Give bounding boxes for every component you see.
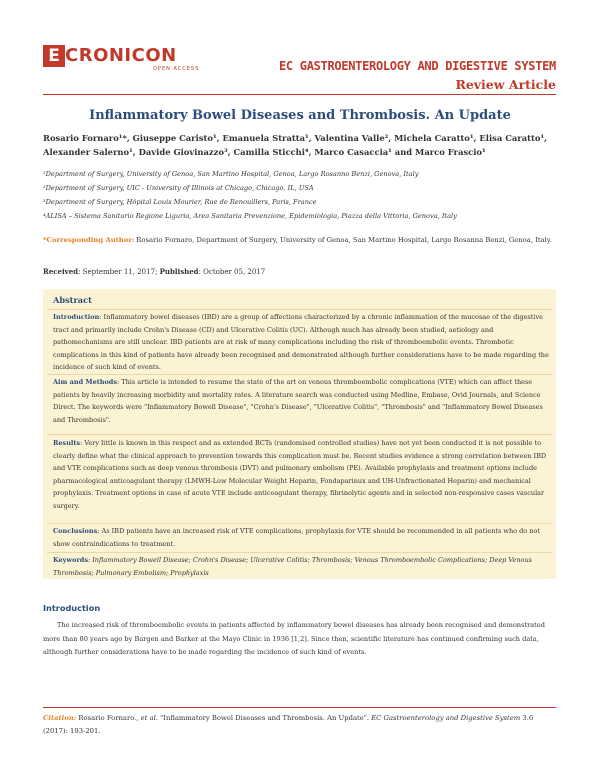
abstract-divider xyxy=(47,309,552,310)
logo-tagline: OPEN ACCESS xyxy=(153,66,200,72)
citation-title: "Inflammatory Bowel Diseases and Thrombosis. An Update". xyxy=(157,714,372,722)
citation-volume: 3.6 (2017): 193-201. xyxy=(43,714,534,735)
abstract-conclusions xyxy=(53,525,549,550)
abstract-box xyxy=(43,289,556,579)
dates-line xyxy=(43,267,265,276)
abstract-aim xyxy=(53,376,549,426)
abstract-conclusions-text: : As IBD patients have an increased risk of VTE complications, prophylaxis for VTE should be recommended in all patients who do not show contraindications to treatment. xyxy=(53,527,541,548)
published-date: : October 05, 2017 xyxy=(198,268,266,276)
citation-label: Citation: xyxy=(43,714,77,722)
corresponding-author xyxy=(43,233,558,247)
abstract-heading: Abstract xyxy=(53,295,92,305)
abstract-conclusions-label: Conclusions xyxy=(53,527,98,535)
abstract-introduction xyxy=(53,311,549,374)
article-type: Review Article xyxy=(455,77,556,92)
abstract-divider xyxy=(47,523,552,524)
affiliation-2: ²Department of Surgery, UIC - University of Illinois at Chicago, Chicago, IL, USA xyxy=(43,184,314,192)
paper-title: Inflammatory Bowel Diseases and Thrombosis. An Update xyxy=(89,108,511,123)
abstract-aim-label: Aim and Methods xyxy=(53,378,117,386)
footer-rule xyxy=(43,707,556,708)
abstract-divider xyxy=(47,434,552,435)
abstract-keywords-text: : Inflammatory Bowell Disease; Crohn's Disease; Ulcerative Colitis; Thrombosis; Venous Thromboembolic Complications; Deep Venous Thrombosis; Pulmonary Embolism; Prophylaxis xyxy=(53,556,532,577)
abstract-results-text: : Very little is known in this respect and as extended RCTs (randomised controlled studies) have not yet been conducted it is not possible to clearly define what the clinical approach to prevention towards this complication must be. Recent studies evidence a strong correlation between IBD and VTE complications such as deep venous thrombosis (DVT) and pulmonary embolism (PE). Available prophylaxis and treatment options include pharmacological anticoagulant therapy (LMWH-Low Molecular Weight Heparin, Fondaparinux and UH-Unfractionated Heparin) and mechanical prophylaxis. Treatment options in case of acute VTE include anticoagulant therapy, fibrinolytic agents and in selected non-responsive cases vascular surgery. xyxy=(53,439,547,510)
citation-etal: et al. xyxy=(140,714,158,722)
introduction-paragraph: The increased risk of thromboembolic events in patients affected by inflammatory bowel diseases has already been recognised and demonstrated more than 80 years ago by Bargen and Barker at the Mayo Clinic in 1936 [1,2]. Since then, scientific literature has continued confirming such data, although further considerations have to be made regarding the incidence of such kind of events. xyxy=(43,621,545,656)
corresponding-text: : Rosario Fornaro, Department of Surgery, University of Genoa, San Martino Hospital, Largo Rosanna Benzi, Genoa, Italy. xyxy=(131,236,552,244)
abstract-results xyxy=(53,437,549,512)
abstract-keywords-label: Keywords xyxy=(53,556,88,564)
header-rule xyxy=(43,94,556,95)
published-label: Published xyxy=(159,267,199,276)
author-list xyxy=(43,131,558,159)
received-label: Received xyxy=(43,267,79,276)
abstract-introduction-label: Introduction xyxy=(53,313,100,321)
abstract-introduction-text: : Inflammatory bowel diseases (IBD) are a group of affections characterized by a chronic inflammation of the mucosae of the digestive tract and primarily include Crohn's Disease (CD) and Ulcerative Colitis (UC). Although much has already been studied, aetiology and pathomechanisms are still unclear. IBD patients are at risk of many complications including the risk of thromboembolic events. Thrombotic complications in this kind of patients have already been recognised and demonstrated although further considerations have to be made regarding the incidence of such kind of events. xyxy=(53,313,549,371)
abstract-aim-text: : This article is intended to resume the state of the art on venous thromboembolic complications (VTE) which can affect these patients by heavily increasing morbidity and mortality rates. A literature search was conducted using Medline, Embase, Ovid Journals, and Science Direct. The keywords were "Inflammatory Bowell Disease", "Crohn's Disease", "Ulcerative Colitis", "Thrombosis" and "Inflammatory Bowel Diseases and Thrombosis". xyxy=(53,378,543,424)
abstract-divider xyxy=(47,374,552,375)
citation-authors: Rosario Fornaro., xyxy=(76,714,141,722)
affiliation-3: ³Department of Surgery, Hôpital Louis Mourier, Rue de Renouillers, Paris, France xyxy=(43,198,317,206)
citation-journal: EC Gastroenterology and Digestive System xyxy=(371,714,521,722)
introduction-heading: Introduction xyxy=(43,603,101,613)
citation xyxy=(43,712,556,738)
logo-wordmark: CRONICON xyxy=(65,45,177,66)
journal-title: EC GASTROENTEROLOGY AND DIGESTIVE SYSTEM xyxy=(279,59,556,73)
abstract-results-label: Results xyxy=(53,439,81,447)
abstract-divider xyxy=(47,552,552,553)
logo-mark: E xyxy=(43,45,65,67)
affiliation-1: ¹Department of Surgery, University of Genoa, San Martino Hospital, Genoa, Largo Rosanno Benzi, Genova, Italy xyxy=(43,170,419,178)
affiliation-4: ⁴ALISA – Sistema Sanitario Regione Liguria, Area Sanitaria Prevenzione, Epidemiologia, Piazza della Vittoria, Genova, Italy xyxy=(43,212,457,220)
author-line-2: Alexander Salerno¹, Davide Giovinazzo³, Camilla Sticchi⁴, Marco Casaccia¹ and Marco Frascio¹ xyxy=(43,147,486,157)
author-line-1: Rosario Fornaro¹*, Giuseppe Caristo¹, Emanuela Stratta¹, Valentina Valle², Michela Caratto¹, Elisa Caratto¹, xyxy=(43,133,548,143)
corresponding-label: *Corresponding Author xyxy=(43,236,132,244)
abstract-keywords xyxy=(53,554,549,579)
received-date: : September 11, 2017; xyxy=(78,268,158,276)
cronicon-logo xyxy=(43,45,205,74)
